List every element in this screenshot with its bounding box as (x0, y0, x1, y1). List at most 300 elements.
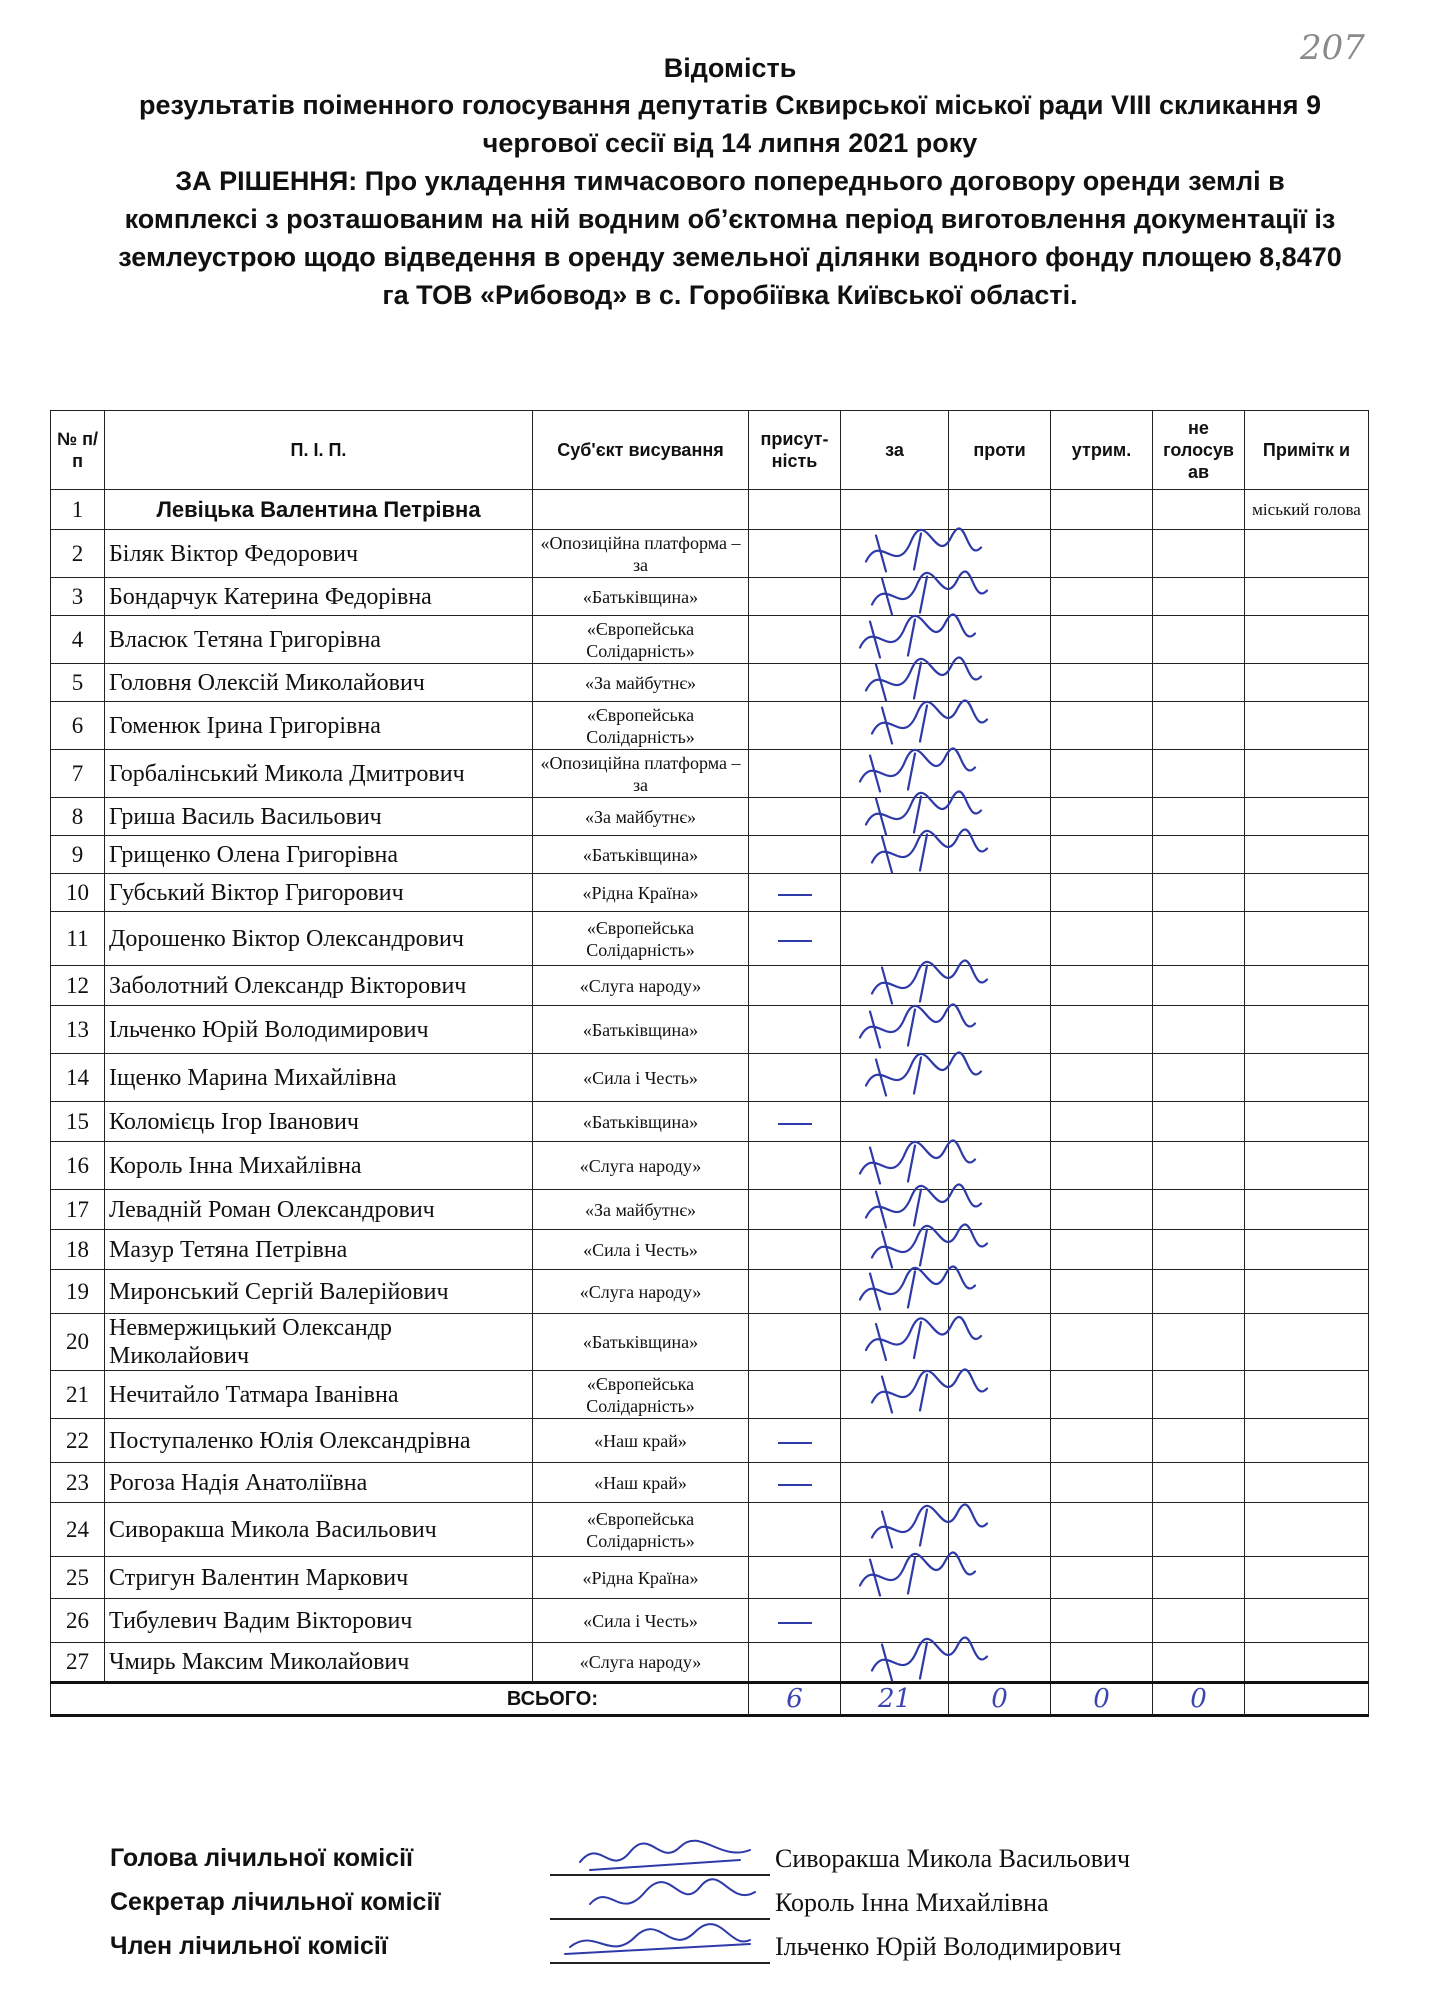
counting-commission (110, 1840, 1360, 1972)
for-cell (841, 1643, 949, 1683)
not-voted-cell (1153, 1270, 1245, 1314)
for-cell (841, 912, 949, 966)
row-number: 4 (51, 616, 105, 664)
table-row (51, 912, 1369, 966)
table-header-row (51, 411, 1369, 490)
nominating-party: «Європейська Солідарність» (533, 1371, 749, 1419)
presence-cell (749, 798, 841, 836)
against-cell (949, 1557, 1051, 1599)
deputy-name: Невмержицький Олександр Миколайович (105, 1314, 533, 1371)
for-cell (841, 750, 949, 798)
abstain-cell (1051, 1503, 1153, 1557)
row-number: 3 (51, 578, 105, 616)
nominating-party: «Сила і Честь» (533, 1230, 749, 1270)
note-cell (1245, 966, 1369, 1006)
against-cell (949, 1643, 1051, 1683)
row-number: 11 (51, 912, 105, 966)
nominating-party: «За майбутнє» (533, 1190, 749, 1230)
against-cell (949, 490, 1051, 530)
total-row (51, 1683, 1369, 1716)
not-voted-cell (1153, 530, 1245, 578)
note-cell (1245, 616, 1369, 664)
abstain-cell (1051, 1371, 1153, 1419)
abstain-cell (1051, 490, 1153, 530)
abstain-cell (1051, 1054, 1153, 1102)
table-row (51, 798, 1369, 836)
table-row (51, 616, 1369, 664)
presence-cell (749, 836, 841, 874)
deputy-name: Гриша Василь Васильович (105, 798, 533, 836)
commission-role: Член лічильної комісії (110, 1932, 388, 1960)
col-header-abstain: утрим. (1051, 411, 1153, 490)
for-cell (841, 1102, 949, 1142)
presence-cell (749, 1230, 841, 1270)
presence-cell (749, 1643, 841, 1683)
row-number: 12 (51, 966, 105, 1006)
presence-cell (749, 1503, 841, 1557)
signature-line (550, 1918, 770, 1920)
total-note (1245, 1683, 1369, 1716)
commission-member-name: Ільченко Юрій Володимирович (775, 1932, 1122, 1961)
deputy-name: Ільченко Юрій Володимирович (105, 1006, 533, 1054)
absent-dash-mark (778, 1622, 812, 1624)
deputy-name: Левадній Роман Олександрович (105, 1190, 533, 1230)
against-cell (949, 1463, 1051, 1503)
table-row (51, 490, 1369, 530)
for-cell (841, 702, 949, 750)
not-voted-cell (1153, 1054, 1245, 1102)
abstain-cell (1051, 616, 1153, 664)
row-number: 16 (51, 1142, 105, 1190)
not-voted-cell (1153, 1503, 1245, 1557)
row-number: 19 (51, 1270, 105, 1314)
not-voted-cell (1153, 750, 1245, 798)
table-row (51, 1270, 1369, 1314)
presence-cell (749, 664, 841, 702)
signature-line (550, 1874, 770, 1876)
against-cell (949, 1054, 1051, 1102)
commission-row (110, 1928, 1360, 1972)
note-cell (1245, 1190, 1369, 1230)
col-header-num: № п/п (51, 411, 105, 490)
absent-dash-mark (778, 1442, 812, 1444)
abstain-cell (1051, 912, 1153, 966)
note-cell (1245, 1314, 1369, 1371)
table-row (51, 874, 1369, 912)
row-number: 17 (51, 1190, 105, 1230)
commission-row (110, 1840, 1360, 1884)
for-cell (841, 490, 949, 530)
deputy-name: Король Інна Михайлівна (105, 1142, 533, 1190)
note-cell (1245, 1230, 1369, 1270)
against-cell (949, 1006, 1051, 1054)
abstain-cell (1051, 1006, 1153, 1054)
row-number: 7 (51, 750, 105, 798)
not-voted-cell (1153, 966, 1245, 1006)
presence-cell (749, 702, 841, 750)
document-subtitle-line-1: результатів поіменного голосування депутатів Сквирської міської ради VIII скликання 9 (138, 90, 1321, 120)
note-cell (1245, 874, 1369, 912)
presence-cell (749, 1190, 841, 1230)
against-cell (949, 1142, 1051, 1190)
nominating-party: «Батьківщина» (533, 1102, 749, 1142)
nominating-party: «Рідна Країна» (533, 1557, 749, 1599)
deputy-name: Мазур Тетяна Петрівна (105, 1230, 533, 1270)
page-number: 207 (1300, 28, 1365, 68)
deputy-name: Левіцька Валентина Петрівна (105, 490, 533, 530)
deputy-name: Тибулевич Вадим Вікторович (105, 1599, 533, 1643)
table-row (51, 530, 1369, 578)
presence-cell (749, 490, 841, 530)
note-cell (1245, 1463, 1369, 1503)
for-cell (841, 836, 949, 874)
note-cell (1245, 1102, 1369, 1142)
row-number: 18 (51, 1230, 105, 1270)
abstain-cell (1051, 1314, 1153, 1371)
against-cell (949, 1270, 1051, 1314)
against-cell (949, 798, 1051, 836)
abstain-cell (1051, 798, 1153, 836)
abstain-cell (1051, 1190, 1153, 1230)
nominating-party: «Рідна Країна» (533, 874, 749, 912)
note-cell (1245, 702, 1369, 750)
table-row (51, 1557, 1369, 1599)
abstain-cell (1051, 750, 1153, 798)
table-row (51, 1463, 1369, 1503)
table-row (51, 1503, 1369, 1557)
for-cell (841, 1142, 949, 1190)
table-row (51, 1371, 1369, 1419)
not-voted-cell (1153, 1463, 1245, 1503)
against-cell (949, 836, 1051, 874)
presence-cell (749, 1463, 841, 1503)
nominating-party: «Слуга народу» (533, 966, 749, 1006)
nominating-party: «Слуга народу» (533, 1270, 749, 1314)
deputy-name: Головня Олексій Миколайович (105, 664, 533, 702)
not-voted-cell (1153, 616, 1245, 664)
not-voted-cell (1153, 1419, 1245, 1463)
deputy-name: Грищенко Олена Григорівна (105, 836, 533, 874)
col-header-party: Суб'єкт висування (533, 411, 749, 490)
presence-cell (749, 966, 841, 1006)
abstain-cell (1051, 578, 1153, 616)
deputy-name: Горбалінський Микола Дмитрович (105, 750, 533, 798)
decision-line-4: га ТОВ «Рибовод» в с. Горобіївка Київської області. (382, 280, 1078, 310)
deputy-name: Нечитайло Татмара Іванівна (105, 1371, 533, 1419)
against-cell (949, 1371, 1051, 1419)
presence-cell (749, 1102, 841, 1142)
presence-cell (749, 1557, 841, 1599)
vote-table (50, 410, 1369, 1717)
not-voted-cell (1153, 1190, 1245, 1230)
note-cell (1245, 530, 1369, 578)
table-row (51, 1102, 1369, 1142)
deputy-name: Миронський Сергій Валерійович (105, 1270, 533, 1314)
for-cell (841, 530, 949, 578)
col-header-name: П. І. П. (105, 411, 533, 490)
presence-cell (749, 1006, 841, 1054)
note-cell (1245, 1503, 1369, 1557)
row-number: 25 (51, 1557, 105, 1599)
note-cell (1245, 1371, 1369, 1419)
deputy-name: Коломієць Ігор Іванович (105, 1102, 533, 1142)
table-row (51, 578, 1369, 616)
absent-dash-mark (778, 1123, 812, 1125)
presence-cell (749, 1314, 841, 1371)
nominating-party: «Наш край» (533, 1463, 749, 1503)
abstain-cell (1051, 1419, 1153, 1463)
abstain-cell (1051, 702, 1153, 750)
table-row (51, 1142, 1369, 1190)
not-voted-cell (1153, 578, 1245, 616)
not-voted-cell (1153, 1314, 1245, 1371)
not-voted-cell (1153, 1230, 1245, 1270)
presence-cell (749, 750, 841, 798)
row-number: 27 (51, 1643, 105, 1683)
total-label: ВСЬОГО: (51, 1683, 749, 1716)
col-header-present: присут-ність (749, 411, 841, 490)
not-voted-cell (1153, 874, 1245, 912)
presence-cell (749, 1270, 841, 1314)
table-row (51, 1006, 1369, 1054)
presence-cell (749, 912, 841, 966)
for-cell (841, 1230, 949, 1270)
nominating-party: «Опозиційна платформа – за (533, 530, 749, 578)
row-number: 24 (51, 1503, 105, 1557)
not-voted-cell (1153, 1599, 1245, 1643)
note-cell: міський голова (1245, 490, 1369, 530)
note-cell (1245, 1599, 1369, 1643)
decision-line-1: ЗА РІШЕННЯ: Про укладення тимчасового попереднього договору оренди землі в (175, 166, 1285, 196)
col-header-not-voted: не голосув ав (1153, 411, 1245, 490)
note-cell (1245, 798, 1369, 836)
not-voted-cell (1153, 912, 1245, 966)
absent-dash-mark (778, 1484, 812, 1486)
not-voted-cell (1153, 1102, 1245, 1142)
note-cell (1245, 1142, 1369, 1190)
not-voted-cell (1153, 798, 1245, 836)
deputy-name: Чмирь Максим Миколайович (105, 1643, 533, 1683)
commission-member-name: Сиворакша Микола Васильович (775, 1844, 1131, 1873)
for-cell (841, 1006, 949, 1054)
document-title: Відомість (663, 53, 797, 83)
nominating-party: «Європейська Солідарність» (533, 1503, 749, 1557)
against-cell (949, 1102, 1051, 1142)
note-cell (1245, 1557, 1369, 1599)
row-number: 26 (51, 1599, 105, 1643)
deputy-name: Стригун Валентин Маркович (105, 1557, 533, 1599)
decision-line-2: комплексі з розташованим на ній водним об’єктомна період виготовлення документації із (124, 204, 1336, 234)
decision-line-3: землеустрою щодо відведення в оренду земельної ділянки водного фонду площею 8,8470 (118, 242, 1342, 272)
against-cell (949, 750, 1051, 798)
nominating-party: «За майбутнє» (533, 664, 749, 702)
against-cell (949, 702, 1051, 750)
presence-cell (749, 1419, 841, 1463)
row-number: 15 (51, 1102, 105, 1142)
abstain-cell (1051, 1102, 1153, 1142)
nominating-party: «Батьківщина» (533, 836, 749, 874)
abstain-cell (1051, 1463, 1153, 1503)
total-for: 21 (841, 1683, 949, 1716)
row-number: 22 (51, 1419, 105, 1463)
table-row (51, 1314, 1369, 1371)
commission-row (110, 1884, 1360, 1928)
deputy-name: Власюк Тетяна Григорівна (105, 616, 533, 664)
row-number: 13 (51, 1006, 105, 1054)
for-cell (841, 966, 949, 1006)
abstain-cell (1051, 664, 1153, 702)
note-cell (1245, 1419, 1369, 1463)
deputy-name: Заболотний Олександр Вікторович (105, 966, 533, 1006)
row-number: 21 (51, 1371, 105, 1419)
nominating-party: «Слуга народу» (533, 1643, 749, 1683)
for-cell (841, 1463, 949, 1503)
against-cell (949, 578, 1051, 616)
table-row (51, 1643, 1369, 1683)
deputy-name: Біляк Віктор Федорович (105, 530, 533, 578)
total-present: 6 (749, 1683, 841, 1716)
for-cell (841, 1371, 949, 1419)
table-row (51, 836, 1369, 874)
absent-dash-mark (778, 894, 812, 896)
for-cell (841, 616, 949, 664)
table-row (51, 1230, 1369, 1270)
note-cell (1245, 836, 1369, 874)
table-row (51, 1599, 1369, 1643)
row-number: 1 (51, 490, 105, 530)
absent-dash-mark (778, 940, 812, 942)
row-number: 20 (51, 1314, 105, 1371)
for-cell (841, 664, 949, 702)
signature-line (550, 1962, 770, 1964)
abstain-cell (1051, 1270, 1153, 1314)
against-cell (949, 1419, 1051, 1463)
table-row (51, 702, 1369, 750)
abstain-cell (1051, 1230, 1153, 1270)
nominating-party (533, 490, 749, 530)
row-number: 23 (51, 1463, 105, 1503)
against-cell (949, 912, 1051, 966)
not-voted-cell (1153, 702, 1245, 750)
for-cell (841, 578, 949, 616)
nominating-party: «Наш край» (533, 1419, 749, 1463)
deputy-name: Поступаленко Юлія Олександрівна (105, 1419, 533, 1463)
against-cell (949, 1230, 1051, 1270)
commission-role: Голова лічильної комісії (110, 1844, 414, 1872)
row-number: 10 (51, 874, 105, 912)
abstain-cell (1051, 966, 1153, 1006)
for-cell (841, 874, 949, 912)
for-cell (841, 1599, 949, 1643)
nominating-party: «Сила і Честь» (533, 1054, 749, 1102)
note-cell (1245, 1006, 1369, 1054)
nominating-party: «Опозиційна платформа – за (533, 750, 749, 798)
presence-cell (749, 578, 841, 616)
row-number: 5 (51, 664, 105, 702)
for-cell (841, 1503, 949, 1557)
table-row (51, 664, 1369, 702)
nominating-party: «Батьківщина» (533, 1006, 749, 1054)
not-voted-cell (1153, 836, 1245, 874)
nominating-party: «Батьківщина» (533, 1314, 749, 1371)
against-cell (949, 664, 1051, 702)
note-cell (1245, 664, 1369, 702)
abstain-cell (1051, 1557, 1153, 1599)
against-cell (949, 1503, 1051, 1557)
for-cell (841, 1314, 949, 1371)
not-voted-cell (1153, 490, 1245, 530)
for-cell (841, 1419, 949, 1463)
presence-cell (749, 530, 841, 578)
against-cell (949, 1599, 1051, 1643)
presence-cell (749, 1142, 841, 1190)
table-row (51, 1054, 1369, 1102)
against-cell (949, 1314, 1051, 1371)
commission-member-name: Король Інна Михайлівна (775, 1888, 1049, 1917)
abstain-cell (1051, 530, 1153, 578)
not-voted-cell (1153, 1371, 1245, 1419)
note-cell (1245, 750, 1369, 798)
not-voted-cell (1153, 1142, 1245, 1190)
not-voted-cell (1153, 1557, 1245, 1599)
for-cell (841, 798, 949, 836)
against-cell (949, 530, 1051, 578)
table-row (51, 1190, 1369, 1230)
row-number: 9 (51, 836, 105, 874)
abstain-cell (1051, 874, 1153, 912)
nominating-party: «За майбутнє» (533, 798, 749, 836)
for-cell (841, 1270, 949, 1314)
abstain-cell (1051, 1599, 1153, 1643)
nominating-party: «Батьківщина» (533, 578, 749, 616)
against-cell (949, 1190, 1051, 1230)
commission-role: Секретар лічильної комісії (110, 1888, 441, 1916)
deputy-name: Сиворакша Микола Васильович (105, 1503, 533, 1557)
total-against: 0 (949, 1683, 1051, 1716)
not-voted-cell (1153, 664, 1245, 702)
presence-cell (749, 1371, 841, 1419)
note-cell (1245, 912, 1369, 966)
col-header-for: за (841, 411, 949, 490)
deputy-name: Іщенко Марина Михайлівна (105, 1054, 533, 1102)
note-cell (1245, 1643, 1369, 1683)
document-subtitle-line-2: чергової сесії від 14 липня 2021 року (482, 128, 978, 158)
against-cell (949, 966, 1051, 1006)
note-cell (1245, 1054, 1369, 1102)
table-row (51, 750, 1369, 798)
presence-cell (749, 1599, 841, 1643)
row-number: 2 (51, 530, 105, 578)
deputy-name: Гоменюк Ірина Григорівна (105, 702, 533, 750)
presence-cell (749, 874, 841, 912)
for-cell (841, 1054, 949, 1102)
deputy-name: Рогоза Надія Анатоліївна (105, 1463, 533, 1503)
abstain-cell (1051, 1142, 1153, 1190)
presence-cell (749, 1054, 841, 1102)
nominating-party: «Європейська Солідарність» (533, 616, 749, 664)
table-row (51, 966, 1369, 1006)
col-header-note: Примітк и (1245, 411, 1369, 490)
total-not-voted: 0 (1153, 1683, 1245, 1716)
note-cell (1245, 578, 1369, 616)
deputy-name: Губський Віктор Григорович (105, 874, 533, 912)
note-cell (1245, 1270, 1369, 1314)
row-number: 8 (51, 798, 105, 836)
not-voted-cell (1153, 1643, 1245, 1683)
presence-cell (749, 616, 841, 664)
against-cell (949, 616, 1051, 664)
for-cell (841, 1557, 949, 1599)
